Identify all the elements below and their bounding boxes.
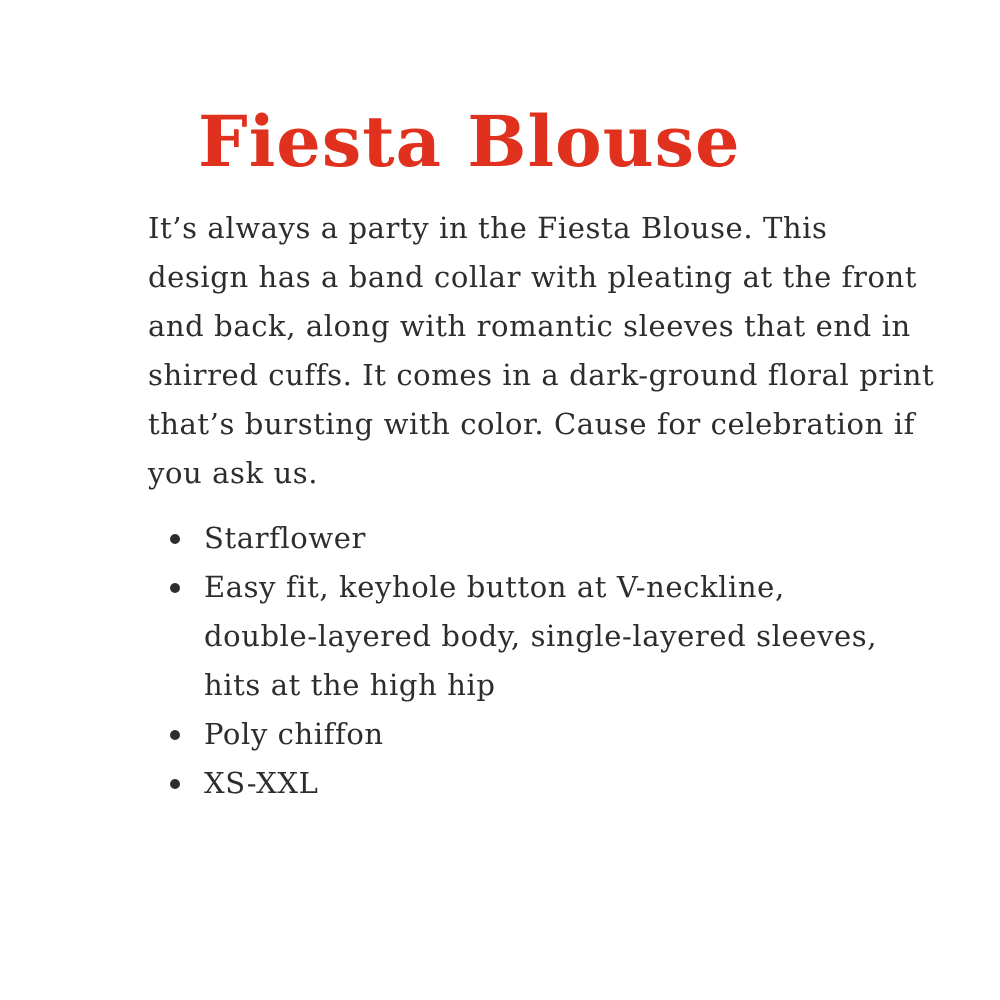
bullet-icon [170,730,180,740]
feature-text: XS-XXL [204,766,319,800]
feature-text: Poly chiffon [204,717,384,751]
feature-item [170,514,890,563]
feature-text: Easy fit, keyhole button at V-neckline, double-layered body, single-layered sleeves, hits at the high hip [204,570,878,702]
feature-list [170,514,890,808]
bullet-icon [170,534,180,544]
bullet-icon [170,583,180,593]
product-description: It’s always a party in the Fiesta Blouse. This design has a band collar with pleating at the front and back, along with romantic sleeves that end in shirred cuffs. It comes in a dark-ground floral print that’s bursting with color. Cause for celebration if you ask us. [148,211,935,490]
feature-item [170,563,890,710]
feature-item [170,759,890,808]
bullet-icon [170,779,180,789]
feature-text: Starflower [204,521,366,555]
feature-item [170,710,890,759]
product-title: Fiesta Blouse [198,100,741,183]
